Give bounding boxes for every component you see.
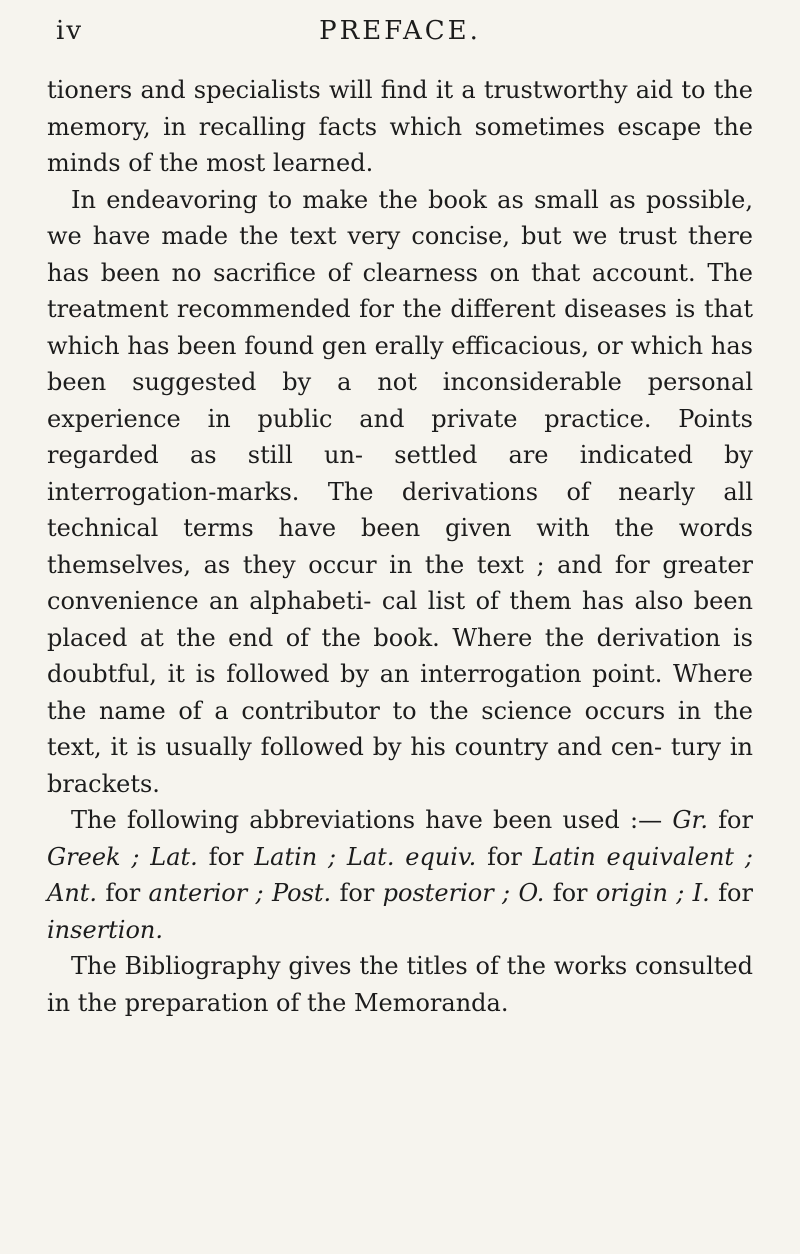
abbreviation: Gr. — [672, 806, 708, 834]
abbreviation-meaning: posterior ; — [382, 879, 511, 907]
abbreviation: I. — [692, 879, 710, 907]
abbreviation: Lat. equiv. — [346, 842, 477, 871]
abbreviation: Post. — [271, 879, 332, 907]
abbreviation-item: Gr. for Greek ; — [47, 806, 753, 871]
page-number: iv — [56, 16, 84, 46]
paragraph-abbreviations — [47, 802, 753, 948]
abbreviation-item: O. for origin ; — [518, 879, 685, 907]
abbreviation-item: Ant. for anterior ; — [47, 879, 264, 907]
abbreviation-meaning: insertion. — [47, 915, 163, 944]
abbreviation-item: I. for insertion. — [47, 879, 753, 944]
abbreviation-item: Lat. for Latin ; — [150, 842, 337, 871]
abbreviation: Lat. — [150, 842, 198, 871]
body-text — [47, 72, 753, 1021]
abbreviation-meaning: Latin ; — [254, 842, 337, 871]
running-head: PREFACE. — [319, 16, 481, 46]
abbreviation-meaning: Greek ; — [47, 842, 140, 871]
abbreviation-item: Post. for posterior ; — [271, 879, 511, 907]
abbreviations-intro: The following abbreviations have been used :— — [71, 806, 663, 834]
paragraph-method: In endeavoring to make the book as small as possible, we have made the text very concise, but we trust there has been no sacrifice of clearness on that account. The treatment recommended for the different diseases is that which has been found gen erally efficacious, or which has been suggested by a not inconsiderable personal experience in public and private practice. Points regarded as still un- settled are indicated by interrogation-marks. The derivations of nearly all technical terms have been given with the words themselves, as they occur in the text ; and for greater convenience an alphabeti- cal list of them has also been placed at the end of the book. Where the derivation is doubtful, it is followed by an interrogation point. Where the name of a contributor to the science occurs in the text, it is usually followed by his country and cen- tury in brackets. — [47, 185, 753, 798]
paragraph-continuation: tioners and specialists will find it a trustworthy aid to the memory, in recalling facts which sometimes escape the minds of the most learned. — [47, 76, 753, 177]
paragraph-bibliography: The Bibliography gives the titles of the works consulted in the preparation of the Memoranda. — [47, 952, 753, 1017]
page-header — [56, 16, 744, 52]
abbreviation: Ant. — [47, 879, 98, 907]
abbreviation: O. — [518, 879, 545, 907]
abbreviation-meaning: anterior ; — [148, 879, 264, 907]
abbreviation-item: Lat. equiv. for Latin equivalent ; — [346, 842, 753, 871]
abbreviation-meaning: origin ; — [595, 879, 685, 907]
abbreviation-meaning: Latin equivalent ; — [532, 842, 753, 871]
